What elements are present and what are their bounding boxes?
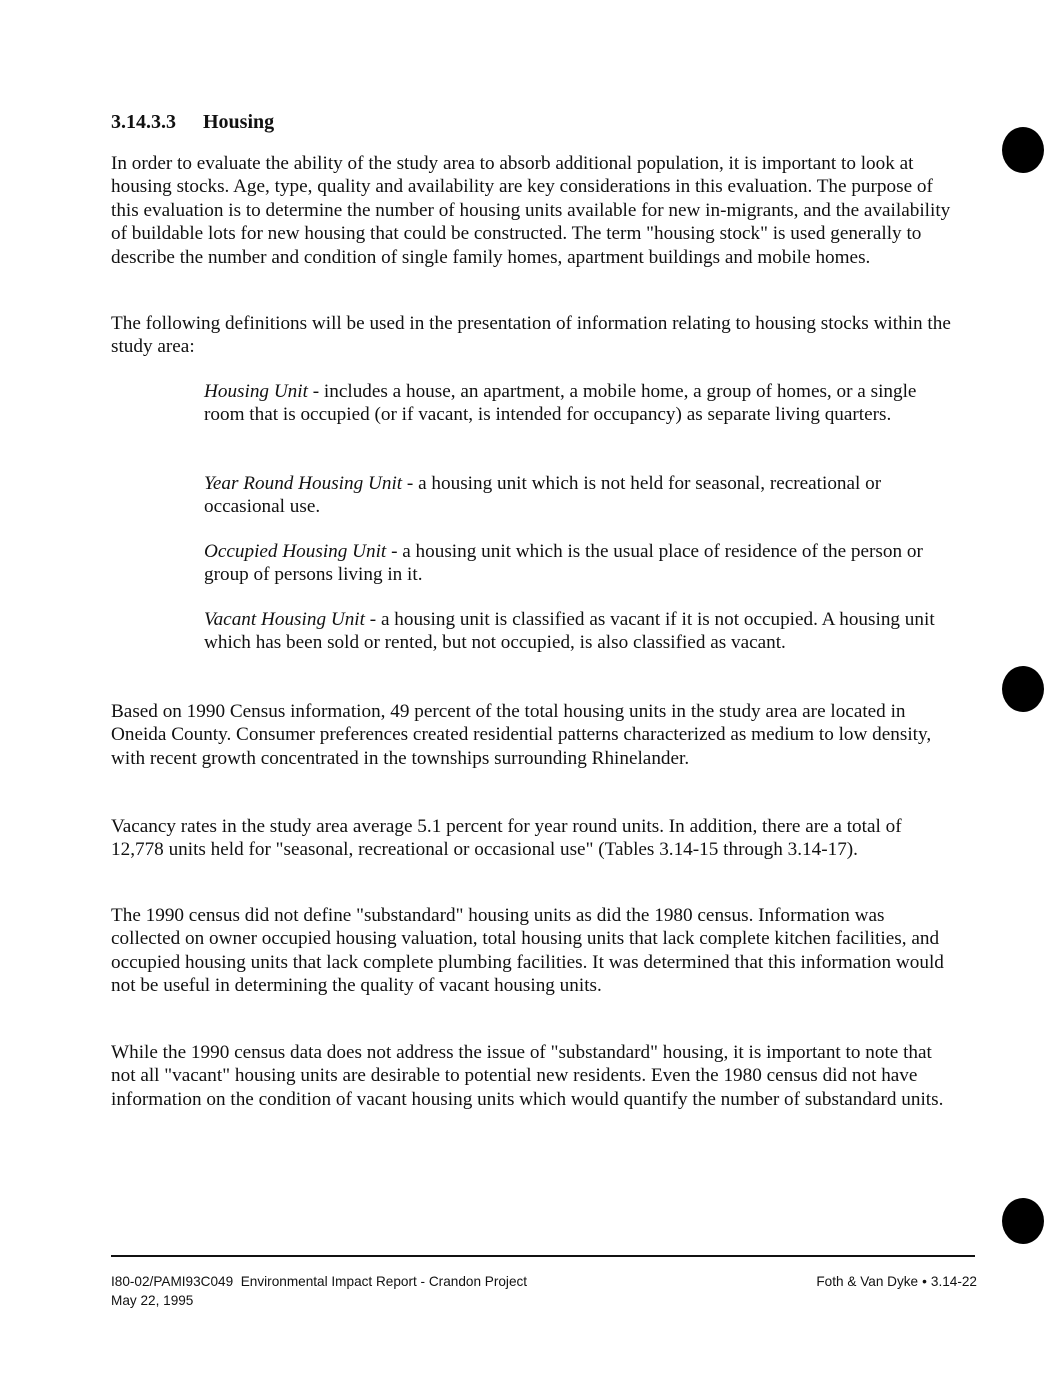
definition-occupied-housing-unit (204, 540, 956, 587)
definition-housing-unit (204, 380, 956, 427)
binder-hole-top (1002, 127, 1044, 173)
footer-report-title: Environmental Impact Report - Crandon Project (240, 1274, 528, 1289)
footer-right (805, 1272, 977, 1291)
definition-term: Vacant Housing Unit (204, 609, 365, 630)
definition-term: Housing Unit (204, 381, 308, 402)
closing-paragraph: While the 1990 census data does not address the issue of "substandard" housing, it is important to note that not all "vacant" housing units are desirable to potential new residents. Even the 1980 census did not have information on the condition of vacant housing units which would quantify the number of substandard units. (111, 1042, 944, 1110)
footer-left (111, 1272, 527, 1310)
section-title: Housing (203, 111, 275, 133)
definition-text: - a housing unit which is the usual place of residence of the person or group of persons living in it. (204, 541, 923, 586)
footer-bullet: • (922, 1274, 927, 1289)
section-heading (111, 110, 274, 134)
footer-divider (111, 1255, 975, 1257)
section-number: 3.14.3.3 (111, 111, 176, 133)
footer-firm: Foth & Van Dyke (816, 1274, 919, 1289)
intro-paragraph: In order to evaluate the ability of the study area to absorb additional population, it is important to look at housing stocks. Age, type, quality and availability are key considerations in this evaluation. The purpose of this evaluation is to determine the number of housing units available for new in-migrants, and the availability of buildable lots for new housing that could be constructed. The term "housing stock" is used generally to describe the number and condition of single family homes, apartment buildings and mobile homes. (111, 153, 951, 268)
census-paragraph: Based on 1990 Census information, 49 percent of the total housing units in the study area are located in Oneida County. Consumer preferences created residential patterns characterized as medium to low density, with recent growth concentrated in the townships surrounding Rhinelander. (111, 701, 932, 769)
definition-text: - a housing unit which is not held for seasonal, recreational or occasional use. (204, 473, 882, 518)
definition-term: Occupied Housing Unit (204, 541, 387, 562)
definition-text: - includes a house, an apartment, a mobile home, a group of homes, or a single room that is occupied (or if vacant, is intended for occupancy) as separate living quarters. (204, 381, 917, 426)
substandard-paragraph: The 1990 census did not define "substandard" housing units as did the 1980 census. Information was collected on owner occupied housing valuation, total housing units that lack complete kitchen facilities, and occupied housing units that lack complete plumbing facilities. It was determined that this information would not be useful in determining the quality of vacant housing units. (111, 905, 944, 997)
binder-hole-bottom (1002, 1198, 1044, 1244)
definition-text: - a housing unit is classified as vacant if it is not occupied. A housing unit which has been sold or rented, but not occupied, is also classified as vacant. (204, 609, 935, 654)
footer-date: May 22, 1995 (111, 1293, 194, 1308)
footer-doc-line (111, 1272, 527, 1291)
definition-vacant-housing-unit (204, 608, 956, 655)
footer-page-number: 3.14-22 (930, 1274, 977, 1289)
definition-term: Year Round Housing Unit (204, 473, 403, 494)
vacancy-paragraph: Vacancy rates in the study area average 5.1 percent for year round units. In addition, there are a total of 12,778 units held for "seasonal, recreational or occasional use" (Tables 3.14-15 through 3.14-17). (111, 816, 902, 861)
footer-doc-id: I80-02/PAMI93C049 (111, 1274, 234, 1289)
definitions-intro-paragraph: The following definitions will be used in the presentation of information relating to housing stocks within the study area: (111, 313, 951, 358)
definition-year-round-housing-unit (204, 472, 956, 519)
binder-hole-middle (1002, 666, 1044, 712)
